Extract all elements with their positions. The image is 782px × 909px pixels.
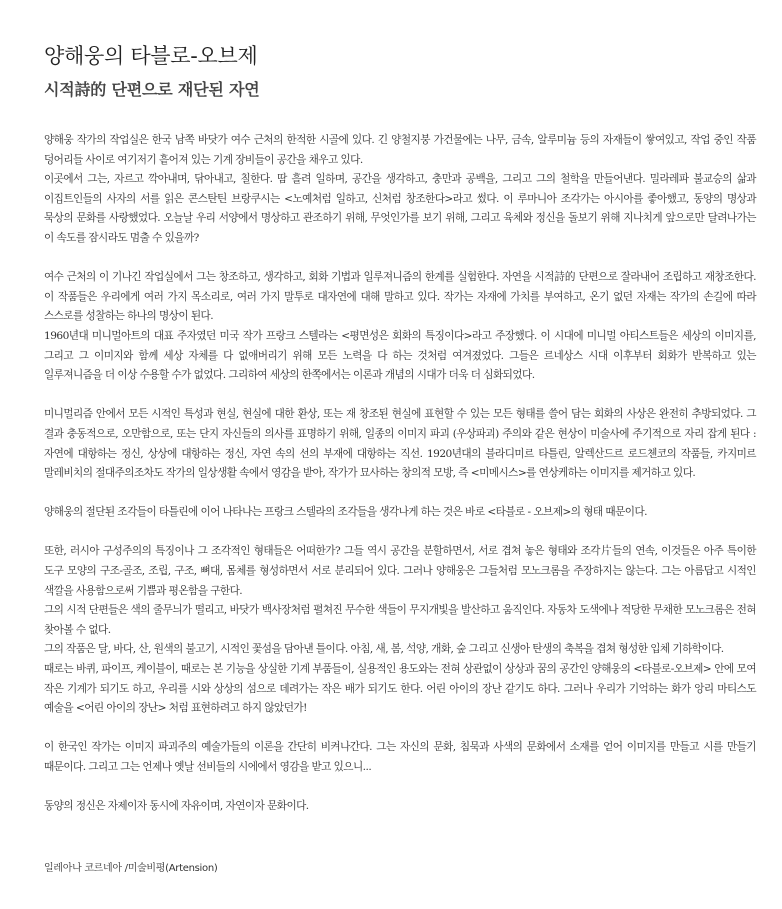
paragraph: 그의 작품은 달, 바다, 산, 원색의 불고기, 시적인 꽃섬을 담아낸 틀이다. 아침, 새, 봄, 석양, 개화, 숲 그리고 신생아 탄생의 축복을 겹쳐 형성한 입체 기하학이다. — [44, 643, 724, 656]
paragraph: 또한, 러시아 구성주의의 특징이나 그 조각적인 형태들은 어떠한가? 그들 역시 공간을 분할하면서, 서로 겹쳐 놓은 형태와 조각片들의 연속, 이것들은 아주 특이한 도구 모양의 구조-골조, 조립, 구조, 뼈대, 몸체를 형성하면서 서로 분리되어 있다. 그러나 양해웅은 그들처럼 모노크롬을 주장하지는 않는다. 그는 아름답고 시적인 색깔을 사용함으로써 기쁨과 평온함을 구한다. — [44, 545, 756, 597]
paragraph: 이곳에서 그는, 자르고 깍아내며, 닦아내고, 칠한다. 땀 흘려 일하며, 공간을 생각하고, 충만과 공백을, 그리고 그의 철학을 만들어낸다. 밀라레파 불교승의 삶과 이집트인들의 사자의 서를 읽은 콘스탄틴 브랑쿠시는 <노예처럼 일하고, 신처럼 창조한다>라고 썼다. 이 루마니아 조각가는 아시아를 좋아했고, 동양의 명상과 묵상의 문화를 사랑했었다. 오늘날 우리 서양에서 명상하고 관조하기 위해, 무엇인가를 보기 위해, 그리고 육체와 정신을 돌보기 위해 지나치게 앞으로만 달려나가는 이 속도를 잠시라도 멈출 수 있을까? — [44, 173, 756, 244]
paragraph: 양해웅의 절단된 조각들이 타틀린에 이어 나타나는 프랑크 스텔라의 조각들을 생각나게 하는 것은 바로 <타블로 - 오브제>의 형태 때문이다. — [44, 506, 647, 519]
article-title: 양해웅의 타블로-오브제 — [44, 44, 258, 68]
author-credit: 일레아나 코르네아 /미술비평(Artension) — [44, 863, 218, 874]
article-subtitle: 시적詩的 단편으로 재단된 자연 — [44, 80, 260, 99]
paragraph: 이 한국인 작가는 이미지 파괴주의 예술가들의 이론을 간단히 비켜나간다. 그는 자신의 문화, 침묵과 사색의 문화에서 소재를 얻어 이미지를 만들고 시를 만들기 때문이다. 그리고 그는 언제나 옛날 선비들의 시에에서 영감을 받고 있으니... — [44, 741, 756, 773]
paragraph: 동양의 정신은 자제이자 동시에 자유이며, 자연이자 문화이다. — [44, 800, 309, 813]
paragraph: 양해웅 작가의 작업실은 한국 남쪽 바닷가 여수 근처의 한적한 시골에 있다. 긴 양철지붕 가건물에는 나무, 금속, 알루미늄 등의 자재들이 쌓여있고, 작업 중인 작품 덩어리들 사이로 여기저기 흩어져 있는 기계 장비들이 공간을 채우고 있다. — [44, 134, 756, 166]
paragraph: 그의 시적 단편들은 색의 줄무늬가 떨리고, 바닷가 백사장처럼 펼쳐진 무수한 색들이 무지개빛을 발산하고 움직인다. 자동차 도색에나 적당한 무채한 모노크롬은 전혀 찾아볼 수 없다. — [44, 604, 756, 636]
article-body — [44, 131, 756, 817]
paragraph: 여수 근처의 이 기나긴 작업실에서 그는 창조하고, 생각하고, 회화 기법과 일루져니즘의 한계를 실험한다. 자연을 시적詩的 단편으로 잘라내어 조립하고 재창조한다. 이 작품들은 우리에게 여러 가지 목소리로, 여러 가지 말투로 대자연에 대해 말하고 있다. 작가는 자재에 가치를 부여하고, 온기 없던 자재는 작가의 손길에 따라 스스로를 성찰하는 하나의 명상이 된다. — [44, 271, 756, 323]
paragraph: 미니멀리즘 안에서 모든 시적인 특성과 현실, 현실에 대한 환상, 또는 재 창조된 현실에 표현할 수 있는 모든 형태를 쓸어 담는 회화의 사상은 완전히 추방되었다. 그 결과 충동적으로, 오만함으로, 또는 단지 자신들의 의사를 표명하기 위해, 일종의 이미지 파괴 (우상파괴) 주의와 같은 현상이 미술사에 주기적으로 자리 잡게 된다 : 자연에 대항하는 정신, 상상에 대항하는 정신, 자연 속의 선의 부재에 대항하는 직선. 1920년대의 블라디미르 타틀린, 알렉산드르 로드첸코의 작품들, 카지미르 말레비치의 절대주의조차도 작가의 일상생활 속에서 영감을 받아, 작가가 묘사하는 창의적 모방, 즉 <미메시스>를 연상케하는 이미지를 제거하고 있다. — [44, 408, 756, 480]
paragraph: 1960년대 미니멀아트의 대표 주자였던 미국 작가 프랑크 스텔라는 <평면성은 회화의 특징이다>라고 주장했다. 이 시대에 미니멀 아티스트들은 세상의 이미지를, 그리고 그 이미지와 함께 세상 자체를 다 없애버리기 위해 모든 노력을 다 하는 것처럼 여겨졌었다. 그들은 르네상스 시대 이후부터 회화가 반복하고 있는 일루져니즘을 더 이상 수용할 수가 없었다. 그리하여 세상의 한쪽에서는 이론과 개념의 시대가 더욱 더 심화되었다. — [44, 329, 756, 382]
paragraph: 때로는 바퀴, 파이프, 케이블이, 때로는 본 기능을 상실한 기계 부품들이, 실용적인 용도와는 전혀 상관없이 상상과 꿈의 공간인 양해웅의 <타블로-오브제> 안에 모여 작은 기계가 되기도 하고, 우리를 시와 상상의 섬으로 데려가는 작은 배가 되기도 한다. 어린 아이의 장난 같기도 하다. 그러나 우리가 기억하는 화가 앙리 마티스도 예술을 <어린 아이의 장난> 처럼 표현하려고 하지 않았던가! — [44, 663, 756, 715]
